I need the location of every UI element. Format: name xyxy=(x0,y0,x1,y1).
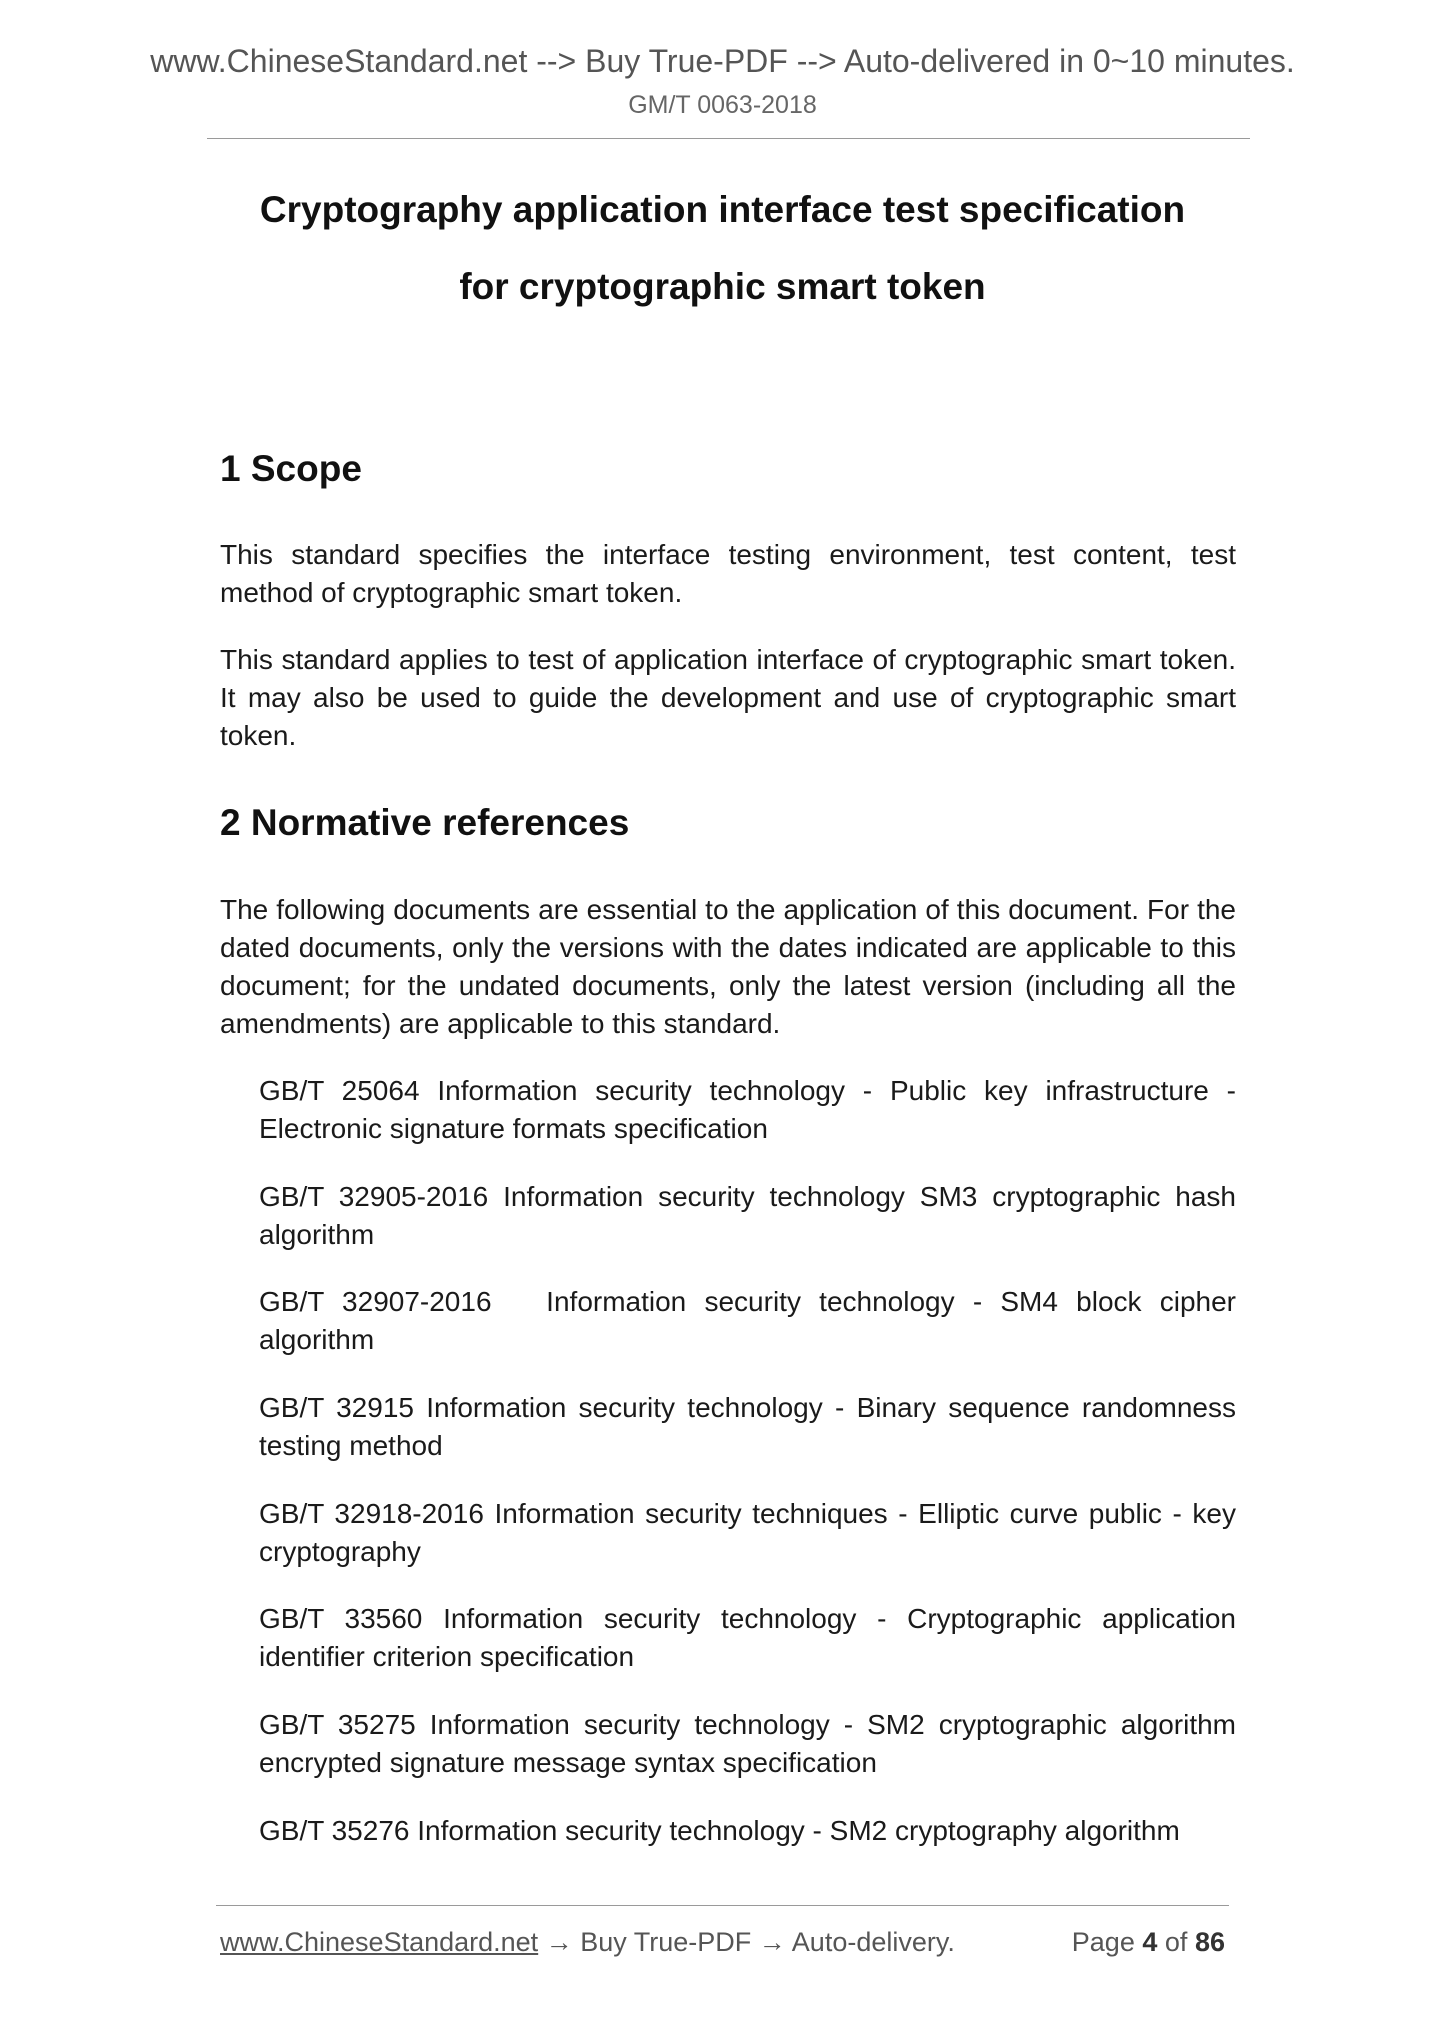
footer-delivery-text: Auto-delivery. xyxy=(791,1927,955,1957)
reference-item: GB/T 35275 Information security technology - SM2 cryptographic algorithm encrypted signature message syntax specification xyxy=(259,1709,1236,1778)
reference-item: GB/T 32915 Information security technology - Binary sequence randomness testing method xyxy=(259,1392,1236,1461)
document-title-line-1: Cryptography application interface test specification xyxy=(259,189,1186,230)
page-indicator xyxy=(1000,1925,1225,1959)
of-label: of xyxy=(1164,1927,1188,1957)
reference-item: GB/T 33560 Information security technology - Cryptographic application identifier criterion specification xyxy=(259,1603,1236,1672)
footer-website-link[interactable]: www.ChineseStandard.net xyxy=(220,1927,539,1957)
reference-item: GB/T 32907-2016 Information security technology - SM4 block cipher algorithm xyxy=(259,1286,1244,1355)
reference-item: GB/T 32918-2016 Information security techniques - Elliptic curve public - key cryptography xyxy=(259,1498,1236,1567)
document-title-line-2: for cryptographic smart token xyxy=(459,266,986,307)
arrow-right-icon: → xyxy=(545,1927,573,1957)
header-divider xyxy=(207,138,1250,139)
section-heading-normative-references: 2 Normative references xyxy=(220,802,630,843)
scope-paragraph-2: This standard applies to test of application interface of cryptographic smart token. It may also be used to guide the development and use of cryptographic smart token. xyxy=(220,644,1236,751)
arrow-right-icon: → xyxy=(758,1927,786,1957)
scope-paragraph-1: This standard specifies the interface testing environment, test content, test method of cryptographic smart token. xyxy=(220,539,1236,608)
reference-item: GB/T 25064 Information security technology - Public key infrastructure - Electronic signature formats specification xyxy=(259,1075,1236,1144)
footer-buy-text: Buy True-PDF xyxy=(580,1927,752,1957)
normative-references-intro: The following documents are essential to the application of this document. For the dated documents, only the versions with the dates indicated are applicable to this document; for the undated documents, only the latest version (including all the amendments) are applicable to this standard. xyxy=(220,894,1236,1039)
page-number: 4 xyxy=(1142,1927,1158,1957)
document-code: GM/T 0063-2018 xyxy=(628,91,817,119)
page-label: Page xyxy=(1071,1927,1135,1957)
total-pages: 86 xyxy=(1194,1927,1225,1957)
section-heading-scope: 1 Scope xyxy=(220,448,362,489)
footer-divider xyxy=(216,1905,1229,1906)
reference-item: GB/T 32905-2016 Information security technology SM3 cryptographic hash algorithm xyxy=(259,1181,1236,1250)
reference-item: GB/T 35276 Information security technology - SM2 cryptography algorithm xyxy=(259,1815,1180,1846)
footer-links xyxy=(220,1925,955,1959)
header-banner: www.ChineseStandard.net --> Buy True-PDF --> Auto-delivered in 0~10 minutes. xyxy=(150,43,1295,79)
